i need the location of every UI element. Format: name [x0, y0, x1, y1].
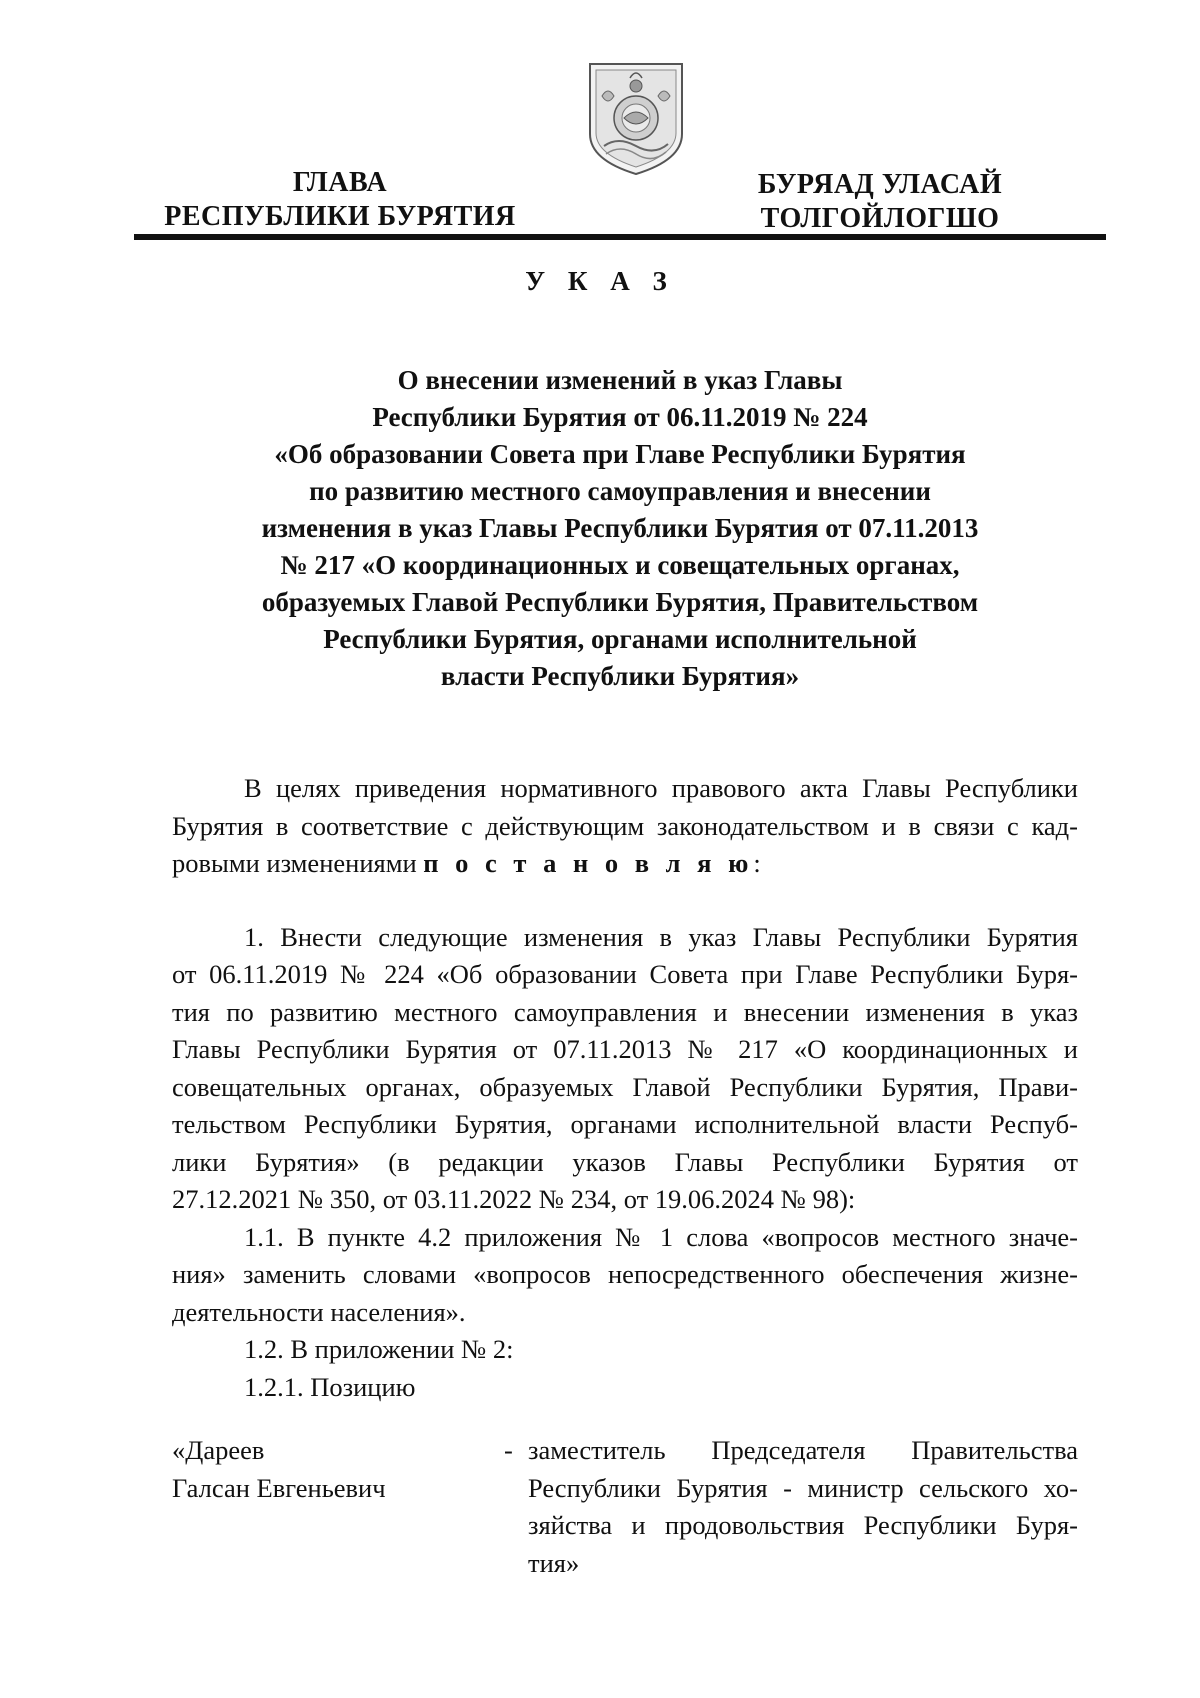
item-1-line: совещательных органах, образуемых Главой Республики Бурятия, Прави-	[172, 1071, 1078, 1102]
item-1-line: лики Бурятия» (в редакции указов Главы Республики Бурятия от	[172, 1146, 1078, 1177]
position-title-line: тия»	[528, 1547, 580, 1578]
position-title	[528, 1432, 1078, 1582]
subject-line: Республики Бурятия, органами исполнительной	[323, 624, 917, 654]
preamble-line: Бурятия в соответствие с действующим законодательством и в связи с кад-	[172, 810, 1078, 841]
item-1-paragraph	[172, 919, 1078, 1219]
item-1-line: Главы Республики Бурятия от 07.11.2013 № 217 «О координационных и	[172, 1034, 1078, 1064]
position-title-line: зяйства и продовольствия Республики Буря-	[528, 1510, 1078, 1540]
subject-line: власти Республики Бурятия»	[440, 661, 800, 691]
item-1-1-line: деятельности населения».	[172, 1296, 466, 1327]
position-title-line: Республики Бурятия - министр сельского хо-	[528, 1472, 1078, 1503]
preamble-paragraph	[172, 770, 1078, 883]
item-1-2-1-line: 1.2.1. Позицию	[244, 1371, 416, 1402]
header-divider	[134, 234, 1106, 240]
subject-line: № 217 «О координационных и совещательных органах,	[280, 550, 960, 580]
document-body	[172, 770, 1078, 1406]
coat-of-arms-emblem	[584, 56, 688, 180]
preamble-suffix: :	[753, 848, 761, 878]
document-subject	[150, 362, 1090, 695]
subject-line: «Об образовании Совета при Главе Республики Бурятия	[274, 439, 966, 469]
person-surname: «Дареев	[172, 1435, 265, 1465]
position-title-line: заместитель Председателя Правительства	[528, 1435, 1078, 1465]
issuer-buryat	[730, 168, 1030, 236]
issuer-russian	[150, 166, 530, 234]
item-1-2-paragraph	[172, 1331, 1078, 1369]
subject-line: О внесении изменений в указ Главы	[397, 365, 843, 395]
position-dash: -	[504, 1435, 513, 1465]
subject-line: Республики Бурятия от 06.11.2019 № 224	[372, 402, 868, 432]
issuer-russian-line2: РЕСПУБЛИКИ БУРЯТИЯ	[164, 201, 516, 232]
item-1-line: от 06.11.2019 № 224 «Об образовании Совета при Главе Республики Буря-	[172, 959, 1078, 989]
item-1-2-1-paragraph	[172, 1369, 1078, 1407]
subject-line: по развитию местного самоуправления и внесении	[309, 476, 931, 506]
issuer-buryat-line1: БУРЯАД УЛАСАЙ	[757, 169, 1003, 200]
person-given-names: Галсан Евгеньевич	[172, 1472, 386, 1503]
item-1-1-line: ния» заменить словами «вопросов непосредственного обеспечения жизне-	[172, 1259, 1078, 1289]
subject-line: образуемых Главой Республики Бурятия, Правительством	[261, 587, 979, 617]
item-1-line: 1. Внести следующие изменения в указ Главы Республики Бурятия	[244, 921, 1078, 952]
subject-line: изменения в указ Главы Республики Бурятия от 07.11.2013	[261, 513, 979, 543]
item-1-line: 27.12.2021 № 350, от 03.11.2022 № 234, от 19.06.2024 № 98):	[172, 1184, 856, 1214]
item-1-1-line: 1.1. В пункте 4.2 приложения № 1 слова «вопросов местного значе-	[244, 1221, 1078, 1252]
item-1-line: тия по развитию местного самоуправления и внесении изменения в указ	[172, 996, 1078, 1027]
position-person-name	[172, 1432, 492, 1507]
item-1-2-line: 1.2. В приложении № 2:	[244, 1334, 514, 1364]
preamble-line-last	[172, 845, 1078, 883]
decree-word: п о с т а н о в л я ю	[423, 848, 754, 878]
issuer-buryat-line2: ТОЛГОЙЛОГШО	[760, 203, 1000, 234]
preamble-prefix: ровыми изменениями	[172, 848, 424, 878]
issuer-russian-line1: ГЛАВА	[292, 167, 388, 198]
item-1-1-paragraph	[172, 1219, 1078, 1332]
document-type: У К А З	[525, 266, 675, 296]
paragraph-gap	[172, 883, 1078, 919]
item-1-line: тельством Республики Бурятия, органами исполнительной власти Респуб-	[172, 1109, 1078, 1139]
preamble-line: В целях приведения нормативного правового акта Главы Республики	[244, 773, 1078, 803]
